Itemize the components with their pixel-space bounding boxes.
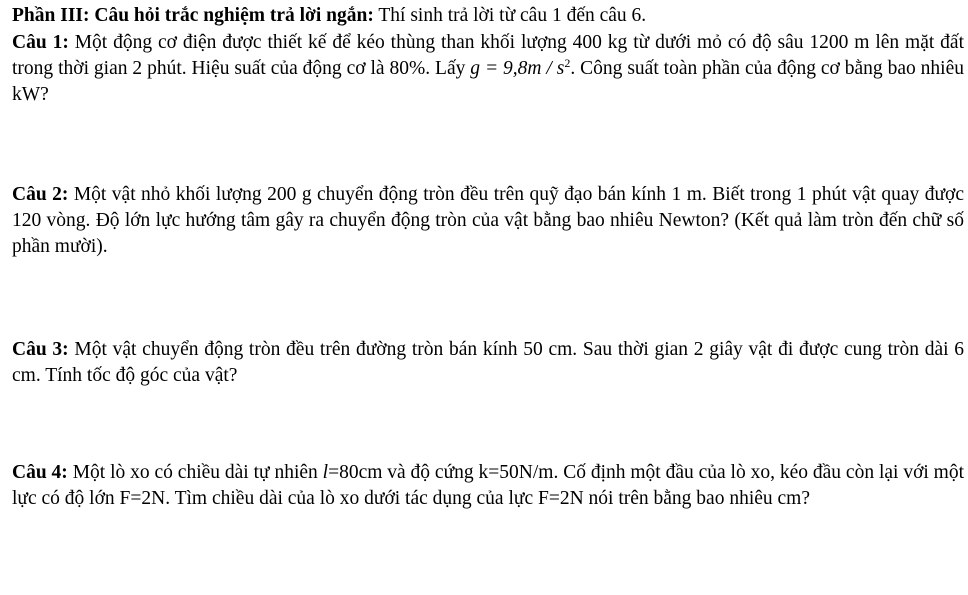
question-2-text: Một vật nhỏ khối lượng 200 g chuyển động tròn đều trên quỹ đạo bán kính 1 m. Biết trong 1 phút vật quay được 120 vòng. Độ lớn lực hướng tâm gây ra chuyển động tròn của vật bằng bao nhiêu Newton? (Kết quả làm tròn đến chữ số phần mười). [12,184,964,257]
question-4-label: Câu 4: [12,462,68,483]
question-1-text-b: . Công suất toàn phần của động cơ bằng bao nhiêu kW? [12,58,964,105]
question-2 [12,182,964,260]
question-1-formula: $g = 9,8m / s^2$ [470,56,571,79]
question-1-text-a: Một động cơ điện được thiết kế để kéo thùng than khối lượng 400 kg từ dưới mỏ có độ sâu 1200 m lên mặt đất trong thời gian 2 phút. Hiệu suất của động cơ là 80%. Lấy [12,32,964,79]
section-instruction: Thí sinh trả lời từ câu 1 đến câu 6. [378,5,647,26]
question-4-text-a: Một lò xo có chiều dài tự nhiên [72,462,323,483]
question-4-text-b: =80cm và độ cứng k=50N/m. Cố định một đầu của lò xo, kéo đầu còn lại với một lực có độ lớn F=2N. Tìm chiều dài của lò xo dưới tác dụng của lực F=2N nói trên bằng bao nhiêu cm? [12,462,965,509]
question-4 [12,460,964,512]
question-1-label: Câu 1: [12,32,69,53]
question-3 [12,337,964,389]
question-3-label: Câu 3: [12,339,69,360]
section-header [12,3,646,29]
question-4-length-symbol: l [322,462,329,483]
section-title: Phần III: Câu hỏi trắc nghiệm trả lời ngắn: [12,5,374,26]
question-1 [12,30,964,108]
question-2-label: Câu 2: [12,184,69,205]
question-3-text: Một vật chuyển động tròn đều trên đường tròn bán kính 50 cm. Sau thời gian 2 giây vật đi được cung tròn dài 6 cm. Tính tốc độ góc của vật? [12,339,965,386]
